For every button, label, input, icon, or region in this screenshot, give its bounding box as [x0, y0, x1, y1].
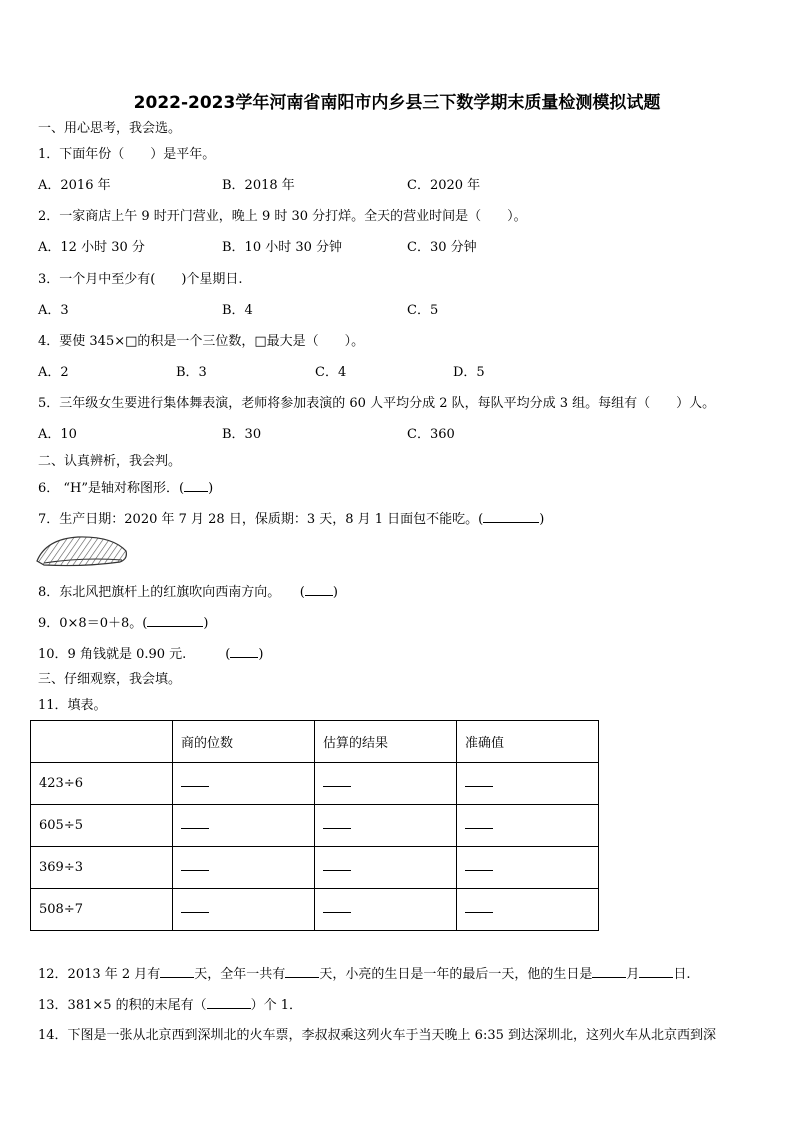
answer-cell[interactable]	[173, 889, 315, 931]
table-header-cell: 准确值	[457, 721, 599, 763]
close-paren: )	[258, 647, 264, 662]
answer-blank[interactable]	[639, 965, 673, 978]
question-14: 14．下图是一张从北京西到深圳北的火车票，李叔叔乘这列火车于当天晚上 6:35 到达深圳北，这列火车从北京西到深	[38, 1028, 717, 1043]
row-label: 423÷6	[31, 763, 173, 805]
q1-option-a: A．2016 年	[38, 178, 111, 193]
table-row	[31, 805, 599, 847]
table-header-row	[31, 721, 599, 763]
section-1-heading: 一、用心思考，我会选。	[38, 121, 182, 136]
row-label: 508÷7	[31, 889, 173, 931]
table-row	[31, 763, 599, 805]
table-header-cell: 估算的结果	[315, 721, 457, 763]
answer-blank[interactable]	[147, 614, 203, 627]
question-12	[38, 965, 690, 984]
q4-option-b: B．3	[176, 365, 207, 380]
q12-part: 天，全年一共有	[194, 967, 286, 982]
q5-option-a: A．10	[38, 427, 77, 442]
close-paren: )	[539, 512, 545, 527]
question-9	[38, 614, 208, 633]
q1-option-c: C．2020 年	[407, 178, 481, 193]
row-label: 369÷3	[31, 847, 173, 889]
question-9-text: 9．0×8＝0＋8。(	[38, 616, 148, 631]
q5-option-b: B．30	[222, 427, 262, 442]
q12-part: 月	[626, 967, 640, 982]
q2-option-c: C．30 分钟	[407, 240, 477, 255]
answer-blank[interactable]	[483, 510, 539, 523]
q4-option-d: D．5	[453, 365, 485, 380]
table-header-cell	[31, 721, 173, 763]
section-3-heading: 三、仔细观察，我会填。	[38, 672, 182, 687]
question-8	[38, 583, 338, 602]
question-7-text: 7．生产日期：2020 年 7 月 28 日，保质期：3 天，8 月 1 日面包不能吃。(	[38, 512, 484, 527]
answer-cell[interactable]	[457, 889, 599, 931]
answer-cell[interactable]	[457, 847, 599, 889]
q13-part: ）个 1．	[250, 998, 303, 1013]
question-6	[38, 479, 213, 498]
q12-part: 12．2013 年 2 月有	[38, 967, 161, 982]
q12-part: 天，小亮的生日是一年的最后一天，他的生日是	[319, 967, 593, 982]
question-3: 3．一个月中至少有( )个星期日.	[38, 272, 243, 287]
q3-option-b: B．4	[222, 303, 253, 318]
question-5: 5．三年级女生要进行集体舞表演，老师将参加表演的 60 人平均分成 2 队，每队平均分成 3 组。每组有（ ）人。	[38, 396, 716, 411]
answer-blank[interactable]	[207, 996, 251, 1009]
question-10	[38, 645, 263, 664]
answer-cell[interactable]	[173, 847, 315, 889]
answer-cell[interactable]	[173, 763, 315, 805]
row-label: 605÷5	[31, 805, 173, 847]
answer-cell[interactable]	[315, 763, 457, 805]
answer-cell[interactable]	[315, 805, 457, 847]
question-6-text: 6． “H”是轴对称图形．(	[38, 481, 185, 496]
answer-cell[interactable]	[315, 889, 457, 931]
q4-option-a: A．2	[38, 365, 69, 380]
question-1: 1．下面年份（ ）是平年。	[38, 147, 216, 162]
table-row	[31, 889, 599, 931]
table-header-cell: 商的位数	[173, 721, 315, 763]
question-10-text: 10．9 角钱就是 0.90 元. (	[38, 647, 231, 662]
close-paren: )	[203, 616, 209, 631]
question-13	[38, 996, 302, 1015]
answer-cell[interactable]	[457, 763, 599, 805]
table-row	[31, 847, 599, 889]
question-4: 4．要使 345×□的积是一个三位数，□最大是（ ）。	[38, 334, 365, 349]
answer-blank[interactable]	[160, 965, 194, 978]
answer-blank[interactable]	[184, 479, 208, 492]
question-7	[38, 510, 544, 529]
close-paren: )	[332, 585, 338, 600]
answer-blank[interactable]	[285, 965, 319, 978]
answer-blank[interactable]	[305, 583, 333, 596]
q1-option-b: B．2018 年	[222, 178, 295, 193]
answer-cell[interactable]	[173, 805, 315, 847]
question-2: 2．一家商店上午 9 时开门营业，晚上 9 时 30 分打烊。全天的营业时间是（ ）。	[38, 209, 527, 224]
answer-blank[interactable]	[230, 645, 258, 658]
page-title: 2022-2023学年河南省南阳市内乡县三下数学期末质量检测模拟试题	[133, 93, 661, 113]
q4-option-c: C．4	[315, 365, 347, 380]
answer-cell[interactable]	[457, 805, 599, 847]
q12-part: 日.	[673, 967, 691, 982]
bread-icon	[34, 533, 130, 569]
q13-part: 13．381×5 的积的末尾有（	[38, 998, 207, 1013]
q3-option-a: A．3	[38, 303, 69, 318]
section-2-heading: 二、认真辨析，我会判。	[38, 454, 182, 469]
fill-table	[30, 720, 599, 931]
answer-cell[interactable]	[315, 847, 457, 889]
q5-option-c: C．360	[407, 427, 455, 442]
question-8-text: 8．东北风把旗杆上的红旗吹向西南方向。 (	[38, 585, 305, 600]
answer-blank[interactable]	[592, 965, 626, 978]
q2-option-a: A．12 小时 30 分	[38, 240, 145, 255]
q2-option-b: B．10 小时 30 分钟	[222, 240, 343, 255]
q3-option-c: C．5	[407, 303, 439, 318]
question-11: 11．填表。	[38, 698, 107, 713]
close-paren: )	[208, 481, 214, 496]
